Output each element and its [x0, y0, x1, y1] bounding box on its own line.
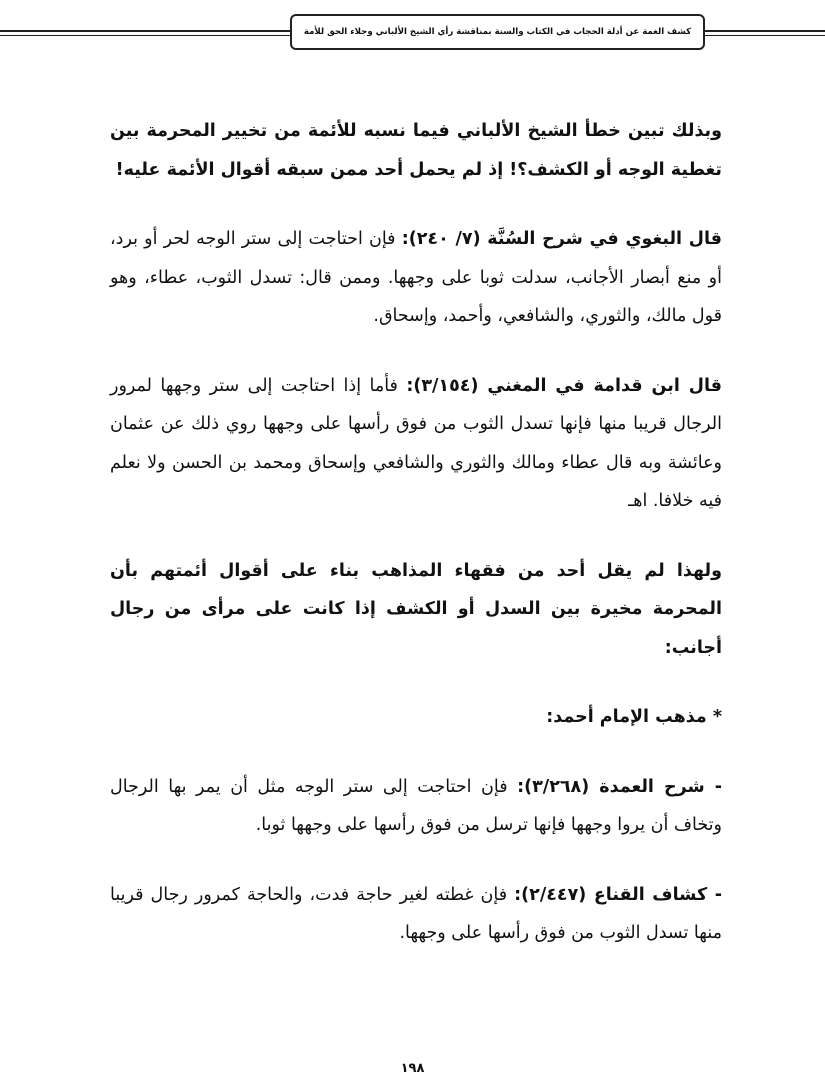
- paragraph-text: فأما إذا احتاجت إلى ستر وجهها لمرور الرجال قريبا منها فإنها تسدل الثوب من فوق رأسها على وجهها روي ذلك عن عثمان وعائشة وبه قال عطاء ومالك والثوري والشافعي وإسحاق ومحمد بن الحسن ولا نعلم فيه خلافا. اهـ: [110, 375, 722, 511]
- paragraph-kashshaf-al-qina: [110, 876, 722, 953]
- header-rule-left-thin: [0, 35, 290, 36]
- page-number: ١٩٨: [400, 1061, 425, 1076]
- paragraph-ibn-qudama-quote: [110, 367, 722, 521]
- header-rule-right: [705, 30, 825, 32]
- header-rule-right-thin: [705, 35, 825, 36]
- citation-lead: قال البغوي في شرح السُنَّة (٧/ ٢٤٠):: [401, 229, 722, 249]
- paragraph-madhahib: [110, 552, 722, 668]
- paragraph-text: فإن احتاجت إلى ستر الوجه مثل أن يمر بها الرجال وتخاف أن يروا وجهها فإنها ترسل من فوق رأسها على وجهها ثوبا.: [110, 776, 722, 835]
- paragraph-text: فإن احتاجت إلى ستر الوجه لحر أو برد، أو منع أبصار الأجانب، سدلت ثوبا على وجهها. وممن قال: تسدل الثوب، عطاء، وهو قول مالك، والثوري، والشافعي، وأحمد، وإسحاق.: [110, 229, 722, 326]
- paragraph-text: * مذهب الإمام أحمد:: [546, 707, 722, 727]
- paragraph-text: وبذلك تبين خطأ الشيخ الألباني فيما نسبه للأئمة من تخيير المحرمة بين تغطية الوجه أو الكشف؟! إذ لم يحمل أحد ممن سبقه أقوال الأئمة عليه!: [110, 121, 722, 180]
- header-rule-left: [0, 30, 290, 32]
- citation-lead: - كشاف القناع (٢/٤٤٧):: [514, 884, 722, 905]
- paragraph-text: فإن غطته لغير حاجة فدت، والحاجة كمرور رجال قريبا منها تسدل الثوب من فوق رأسها على وجهها.: [110, 884, 722, 943]
- section-heading-ahmad: [110, 698, 722, 737]
- book-title: كشف الغمة عن أدلة الحجاب في الكتاب والسنة بمناقشة رأي الشيخ الألباني وجلاء الحق للأمة: [303, 27, 692, 37]
- citation-lead: - شرح العمدة (٣/٢٦٨):: [517, 776, 722, 797]
- running-header: [290, 14, 705, 50]
- paragraph-sharh-al-umda: [110, 768, 722, 845]
- paragraph-baghawi-quote: [110, 220, 722, 336]
- page-body: [110, 112, 722, 984]
- citation-lead: قال ابن قدامة في المغني (٣/١٥٤):: [406, 375, 722, 396]
- paragraph-text: ولهذا لم يقل أحد من فقهاء المذاهب بناء على أقوال أئمتهم بأن المحرمة مخيرة بين السدل أو الكشف إذا كانت على مرأى من رجال أجانب:: [110, 560, 722, 658]
- paragraph-conclusion: [110, 112, 722, 189]
